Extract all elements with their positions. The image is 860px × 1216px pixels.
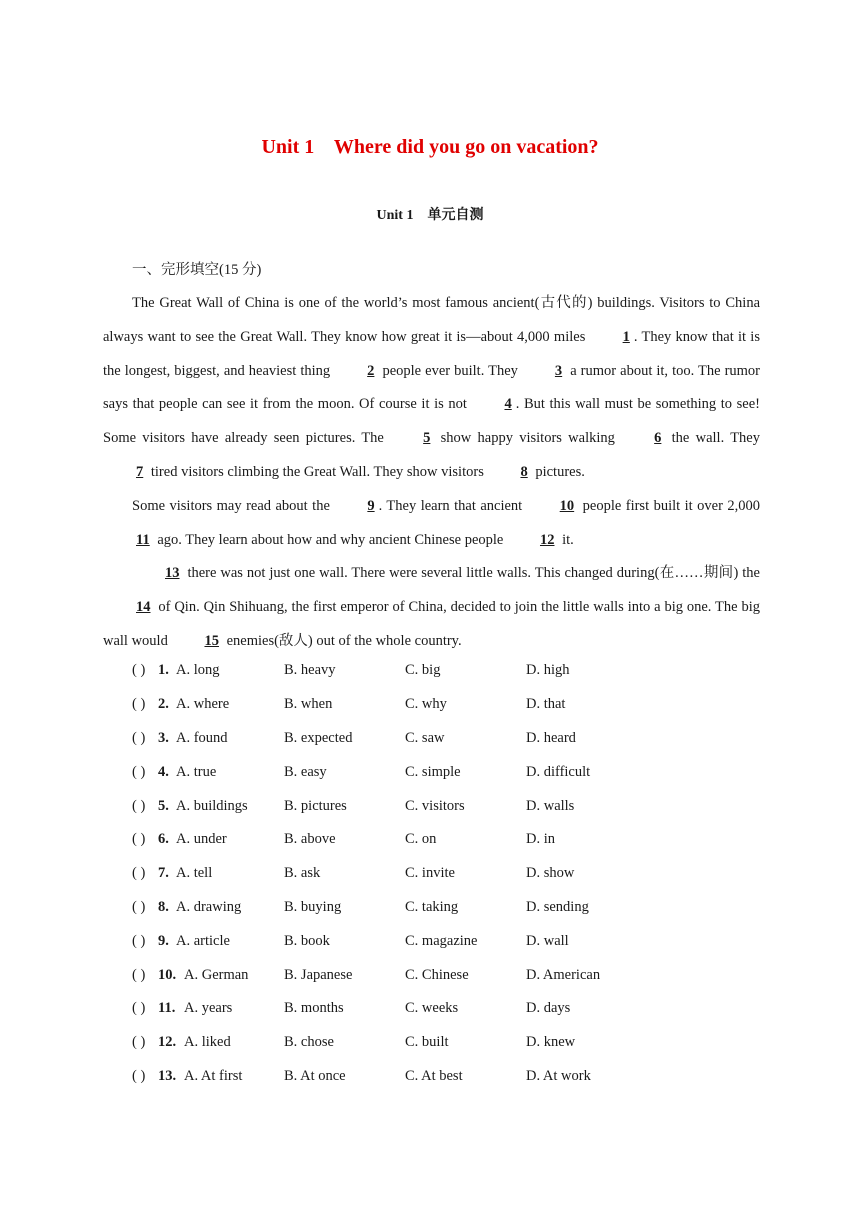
answer-paren[interactable]: ( ) <box>132 764 146 780</box>
option-d: D. heard <box>526 730 576 746</box>
option-c: C. built <box>405 1034 449 1050</box>
answer-paren[interactable]: ( ) <box>132 696 146 712</box>
blank-12: 12 <box>539 531 555 548</box>
question-number: 12. <box>158 1034 177 1050</box>
answer-paren[interactable]: ( ) <box>132 1034 146 1050</box>
blank-1: 1 <box>622 328 630 345</box>
question-number: 13. <box>158 1068 177 1084</box>
option-b: B. ask <box>284 865 321 881</box>
option-b: B. pictures <box>284 798 347 814</box>
option-d: D. that <box>526 696 566 712</box>
option-a: A. under <box>176 831 227 847</box>
answer-paren[interactable]: ( ) <box>132 1000 146 1016</box>
option-d: D. At work <box>526 1068 591 1084</box>
passage-text: Some visitors may read about the <box>132 497 335 514</box>
passage-text: enemies(敌人) out of the whole country. <box>222 632 462 649</box>
question-number: 1. <box>158 662 169 678</box>
question-number: 5. <box>158 798 169 814</box>
answer-paren[interactable]: ( ) <box>132 899 146 915</box>
option-b: B. buying <box>284 899 342 915</box>
passage-text: a rumor about it, too. The rumor says that people can see it from the moon. Of course it is not <box>103 362 761 413</box>
option-c: C. simple <box>405 764 461 780</box>
page-title: Unit 1 Where did you go on vacation? <box>261 136 599 158</box>
blank-13: 13 <box>165 565 180 582</box>
question-number: 7. <box>158 865 169 881</box>
option-d: D. days <box>526 1000 571 1016</box>
passage-text: pictures. <box>531 463 585 480</box>
option-c: C. why <box>405 696 447 712</box>
question-number: 11. <box>158 1000 176 1016</box>
passage-text: of Qin. Qin Shihuang, the first emperor of China, decided to join the little walls into a big one. The big wall would <box>103 599 760 649</box>
passage-text: show happy visitors walking <box>434 430 622 447</box>
option-c: C. At best <box>405 1068 463 1084</box>
option-d: D. high <box>526 662 570 678</box>
passage-text: tired visitors climbing the Great Wall. They show visitors <box>147 463 488 480</box>
passage-text: the wall. They <box>665 430 760 447</box>
answer-paren[interactable]: ( ) <box>132 933 146 949</box>
answer-paren[interactable]: ( ) <box>132 831 146 847</box>
blank-8: 8 <box>520 463 528 480</box>
option-a: A. drawing <box>176 899 242 915</box>
option-b: B. Japanese <box>284 967 353 983</box>
cloze-passage <box>103 287 760 659</box>
passage-text: ago. They learn about how and why ancient Chinese people <box>153 531 507 548</box>
option-c: C. magazine <box>405 933 478 949</box>
option-b: B. At once <box>284 1068 346 1084</box>
blank-4: 4 <box>504 396 512 413</box>
answer-paren[interactable]: ( ) <box>132 865 146 881</box>
passage-text: . But this wall must be something to see! Some visitors have already seen pictures. The <box>103 396 760 447</box>
answer-paren[interactable]: ( ) <box>132 662 146 678</box>
option-a: A. article <box>176 933 230 949</box>
question-number: 10. <box>158 967 177 983</box>
answer-paren[interactable]: ( ) <box>132 1068 146 1084</box>
question-number: 3. <box>158 730 169 746</box>
option-d: D. American <box>526 967 601 983</box>
option-c: C. Chinese <box>405 967 469 983</box>
option-b: B. easy <box>284 764 327 780</box>
option-b: B. chose <box>284 1034 334 1050</box>
option-a: A. true <box>176 764 217 780</box>
question-number: 6. <box>158 831 169 847</box>
passage-text: people ever built. They <box>378 362 522 379</box>
question-number: 2. <box>158 696 169 712</box>
option-b: B. months <box>284 1000 344 1016</box>
passage-text: it. <box>558 531 574 548</box>
option-d: D. show <box>526 865 575 881</box>
blank-2: 2 <box>367 362 375 379</box>
option-a: A. where <box>176 696 230 712</box>
option-c: C. weeks <box>405 1000 459 1016</box>
passage-text: people first built it over 2,000 <box>578 497 760 514</box>
question-number: 9. <box>158 933 169 949</box>
passage-text: . They know that it is the longest, biggest, and heaviest thing <box>103 328 760 379</box>
option-c: C. taking <box>405 899 459 915</box>
option-b: B. above <box>284 831 336 847</box>
option-b: B. heavy <box>284 662 336 678</box>
blank-6: 6 <box>654 430 662 447</box>
option-d: D. in <box>526 831 555 847</box>
option-a: A. buildings <box>176 798 248 814</box>
option-c: C. on <box>405 831 437 847</box>
blank-14: 14 <box>136 599 151 616</box>
blank-11: 11 <box>136 531 150 548</box>
blank-7: 7 <box>136 463 144 480</box>
question-number: 8. <box>158 899 169 915</box>
blank-10: 10 <box>559 497 575 514</box>
option-a: A. liked <box>184 1034 231 1050</box>
answer-paren[interactable]: ( ) <box>132 967 146 983</box>
page-subtitle: Unit 1 单元自测 <box>376 208 484 223</box>
passage-text: The Great Wall of China is one of the world’s most famous ancient(古代的) buildings. Visitors to China always want to see the Great Wall. They know how great it is—about 4,000 miles <box>103 295 760 345</box>
answer-paren[interactable]: ( ) <box>132 730 146 746</box>
option-d: D. wall <box>526 933 569 949</box>
blank-15: 15 <box>204 632 219 649</box>
passage-text: there was not just one wall. There were several little walls. This changed during(在……期间) the <box>183 565 760 582</box>
option-a: A. found <box>176 730 228 746</box>
passage-paragraph-3 <box>103 557 760 658</box>
option-c: C. saw <box>405 730 445 746</box>
option-c: C. visitors <box>405 798 465 814</box>
option-b: B. book <box>284 933 330 949</box>
option-d: D. walls <box>526 798 575 814</box>
option-b: B. when <box>284 696 333 712</box>
option-a: A. long <box>176 662 220 678</box>
blank-3: 3 <box>554 362 563 379</box>
section-heading: 一、完形填空(15 分) <box>132 262 262 278</box>
option-d: D. knew <box>526 1034 576 1050</box>
option-a: A. At first <box>184 1068 243 1084</box>
option-a: A. years <box>184 1000 233 1016</box>
passage-paragraph-1 <box>103 287 760 490</box>
option-b: B. expected <box>284 730 353 746</box>
blank-5: 5 <box>423 430 431 447</box>
question-number: 4. <box>158 764 169 780</box>
option-c: C. invite <box>405 865 455 881</box>
option-c: C. big <box>405 662 441 678</box>
passage-paragraph-2 <box>103 490 760 558</box>
blank-9: 9 <box>367 497 375 514</box>
option-a: A. German <box>184 967 249 983</box>
answer-paren[interactable]: ( ) <box>132 798 146 814</box>
option-a: A. tell <box>176 865 213 881</box>
passage-text: . They learn that ancient <box>378 497 527 514</box>
option-d: D. sending <box>526 899 589 915</box>
option-d: D. difficult <box>526 764 591 780</box>
